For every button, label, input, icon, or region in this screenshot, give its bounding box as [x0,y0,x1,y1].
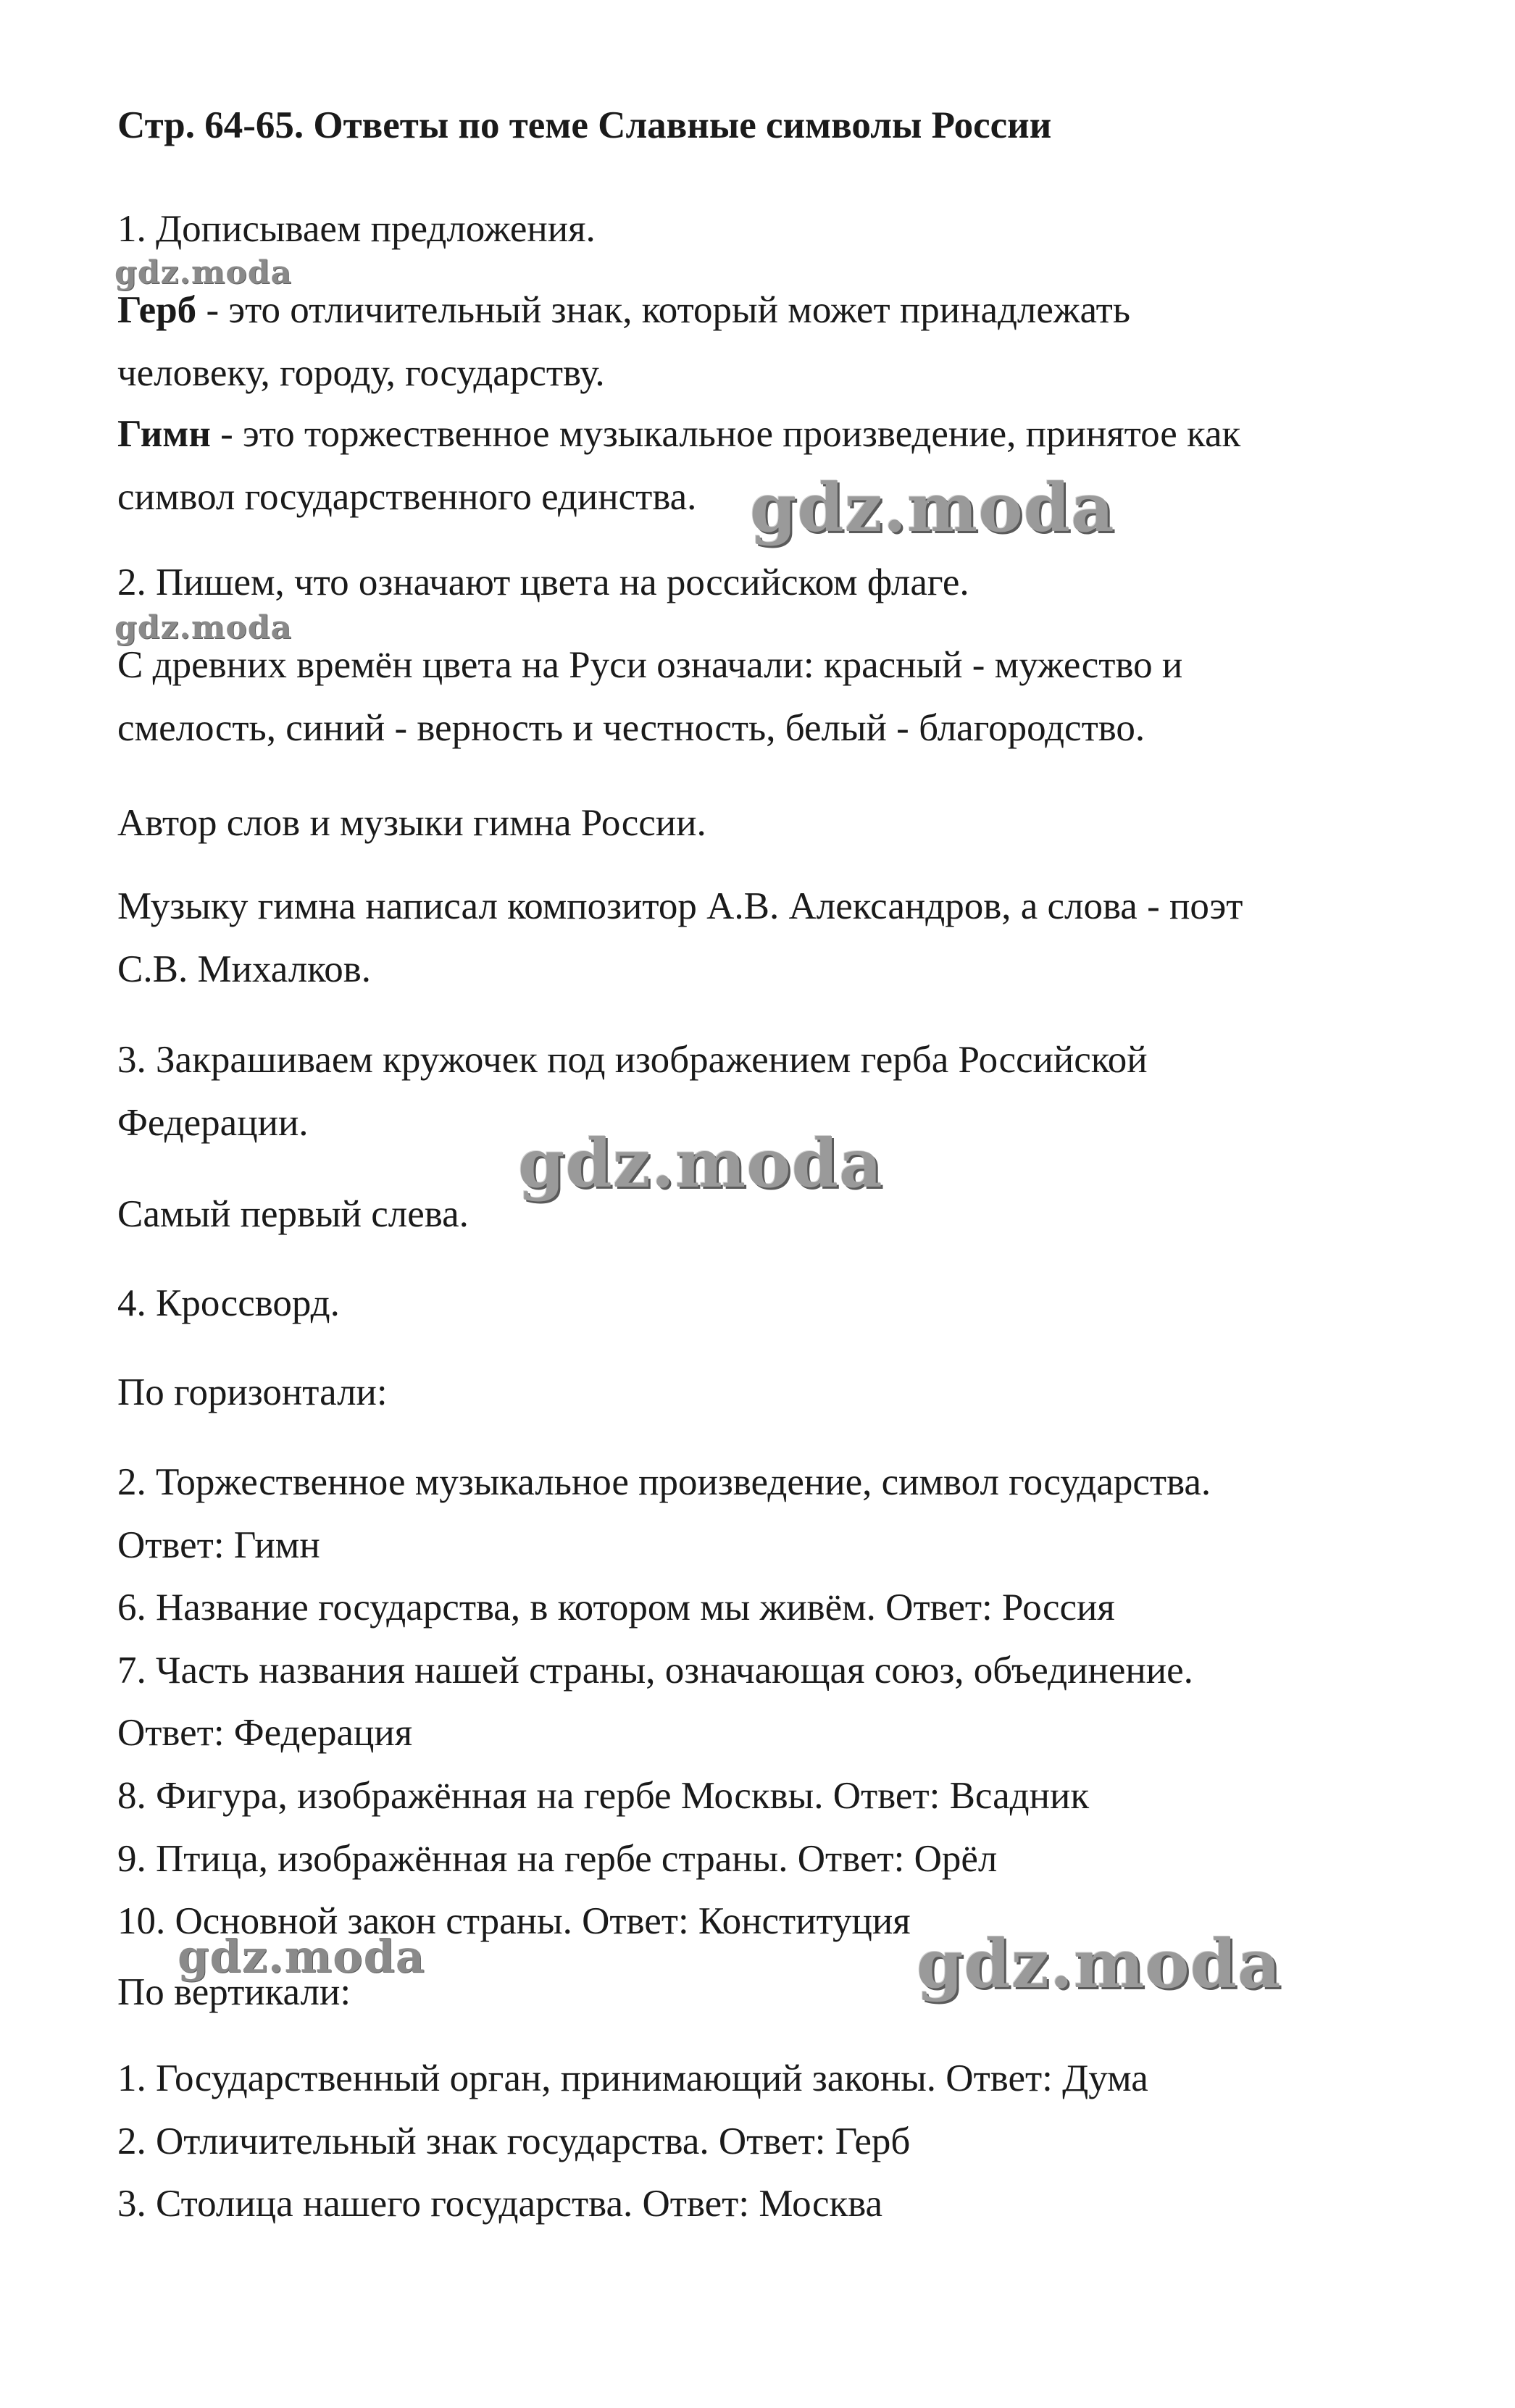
clue-h2-line-1: 2. Торжественное музыкальное произведение, символ государства. [117,1461,1211,1503]
gerb-definition-line-2: человеку, городу, государству. [117,352,605,394]
flag-colors-line-1: С древних времён цвета на Руси означали: красный - мужество и [117,644,1183,686]
gimn-definition: - это торжественное музыкальное произведение, принятое как [210,413,1241,455]
clue-h8: 8. Фигура, изображённая на гербе Москвы. Ответ: Всадник [117,1775,1090,1817]
section-1-heading: 1. Дописываем предложения. [117,208,596,250]
watermark: gdz.moda [178,1930,425,1983]
clue-h9: 9. Птица, изображённая на гербе страны. Ответ: Орёл [117,1838,998,1880]
horizontal-heading: По горизонтали: [117,1371,388,1413]
clue-h7-line-2: Ответ: Федерация [117,1712,413,1754]
clue-h7-line-1: 7. Часть названия нашей страны, означающая союз, объединение. [117,1650,1193,1692]
watermark: gdz.moda [114,254,293,291]
clue-v1: 1. Государственный орган, принимающий законы. Ответ: Дума [117,2057,1148,2099]
clue-v3: 3. Столица нашего государства. Ответ: Москва [117,2183,883,2225]
vertical-heading: По вертикали: [117,1971,351,2013]
gerb-definition-line-1 [117,291,1130,330]
clue-v2: 2. Отличительный знак государства. Ответ: Герб [117,2120,911,2162]
watermark: gdz.moda [750,469,1115,547]
gimn-definition-line-2: символ государственного единства. [117,476,697,518]
clue-h10: 10. Основной закон страны. Ответ: Конституция [117,1900,911,1942]
watermark: gdz.moda [917,1925,1282,2003]
anthem-author-line-1: Музыку гимна написал композитор А.В. Александров, а слова - поэт [117,885,1243,927]
section-3-heading-line-2: Федерации. [117,1102,309,1144]
flag-colors-line-2: смелость, синий - верность и честность, белый - благородство. [117,707,1145,749]
section-3-answer: Самый первый слева. [117,1193,469,1235]
watermark: gdz.moda [114,609,293,646]
anthem-author-line-2: С.В. Михалков. [117,948,372,990]
clue-h2-line-2: Ответ: Гимн [117,1524,320,1566]
gerb-definition: - это отличительный знак, который может принадлежать [196,289,1131,331]
section-4-heading: 4. Кроссворд. [117,1282,340,1324]
gimn-term: Гимн [117,413,211,455]
section-3-heading-line-1: 3. Закрашиваем кружочек под изображением герба Российской [117,1039,1148,1081]
gerb-term: Герб [117,289,197,331]
gimn-definition-line-1 [117,415,1240,453]
anthem-author-heading: Автор слов и музыки гимна России. [117,802,706,844]
page-title: Стр. 64-65. Ответы по теме Славные символы России [117,104,1052,146]
watermark: gdz.moda [518,1124,883,1203]
clue-h6: 6. Название государства, в котором мы живём. Ответ: Россия [117,1586,1115,1629]
section-2-heading: 2. Пишем, что означают цвета на российском флаге. [117,561,969,603]
